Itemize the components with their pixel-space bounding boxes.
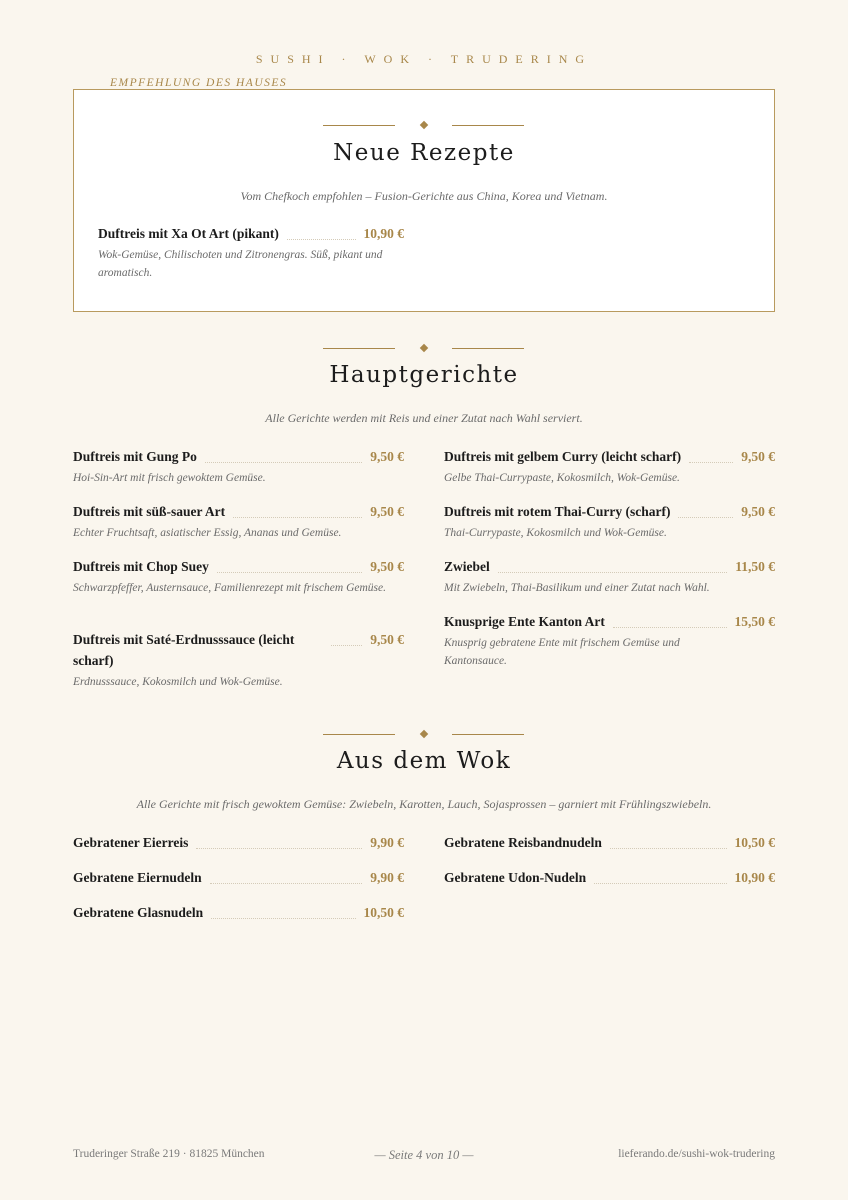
- item-name: Gebratene Reisbandnudeln: [444, 835, 602, 850]
- menu-item[interactable]: [73, 629, 404, 691]
- item-name: Knusprige Ente Kanton Art: [444, 614, 605, 629]
- menu-item[interactable]: [444, 446, 775, 487]
- leader-dots: [196, 832, 362, 849]
- item-description: Wok-Gemüse, Chilischoten und Zitronengras. Süß, pikant und aromatisch.: [98, 249, 383, 279]
- item-name: Duftreis mit Gung Po: [73, 449, 197, 464]
- item-description: Knusprig gebratene Ente mit frischem Gemüse und Kantonsauce.: [444, 637, 680, 667]
- item-description: Echter Fruchtsaft, asiatischer Essig, Ananas und Gemüse.: [73, 527, 342, 539]
- leader-dots: [613, 611, 727, 628]
- item-name: Gebratene Eiernudeln: [73, 870, 202, 885]
- item-price: 9,50 €: [370, 449, 404, 464]
- footer-url[interactable]: lieferando.de/sushi-wok-trudering: [618, 1148, 775, 1160]
- item-description: Schwarzpfeffer, Austernsauce, Familienrezept mit frischem Gemüse.: [73, 582, 387, 594]
- leader-dots: [205, 446, 362, 463]
- item-price: 10,50 €: [363, 905, 404, 920]
- item-name: Duftreis mit süß-sauer Art: [73, 504, 226, 519]
- item-description: Mit Zwiebeln, Thai-Basilikum und einer Zutat nach Wahl.: [444, 582, 710, 594]
- section-title-hauptgerichte: Hauptgerichte: [329, 362, 519, 388]
- menu-item[interactable]: [73, 446, 404, 487]
- leader-dots: [498, 556, 727, 573]
- menu-item[interactable]: [444, 501, 775, 542]
- item-name: Gebratene Udon-Nudeln: [444, 870, 587, 885]
- item-name: Gebratene Glasnudeln: [73, 905, 204, 920]
- featured-tag: EMPFEHLUNG DES HAUSES: [98, 77, 299, 89]
- menu-item[interactable]: [444, 556, 775, 597]
- item-name: Duftreis mit Saté-Erdnusssauce (leicht scharf): [73, 632, 295, 668]
- item-description: Thai-Currypaste, Kokosmilch und Wok-Gemüse.: [444, 527, 667, 539]
- item-price: 9,50 €: [741, 504, 775, 519]
- section-subtitle-wok: Alle Gerichte mit frisch gewoktem Gemüse: Zwiebeln, Karotten, Lauch, Sojasprossen – garniert mit Frühlingszwiebeln.: [136, 797, 712, 811]
- menu-item[interactable]: [98, 223, 404, 282]
- item-price: 9,90 €: [370, 835, 404, 850]
- leader-dots: [594, 867, 726, 884]
- item-price: 9,50 €: [370, 632, 404, 647]
- menu-item[interactable]: [444, 611, 775, 670]
- item-price: 9,90 €: [370, 870, 404, 885]
- item-name: Zwiebel: [444, 559, 490, 574]
- section-subtitle-hauptgerichte: Alle Gerichte werden mit Reis und einer Zutat nach Wahl serviert.: [265, 411, 583, 425]
- item-price: 10,50 €: [734, 835, 775, 850]
- leader-dots: [610, 832, 727, 849]
- item-name: Duftreis mit rotem Thai-Curry (scharf): [444, 504, 671, 519]
- item-price: 11,50 €: [735, 559, 775, 574]
- item-name: Gebratener Eierreis: [73, 835, 189, 850]
- leader-dots: [217, 556, 362, 573]
- leader-dots: [689, 446, 733, 463]
- restaurant-brand: SUSHI · WOK · TRUDERING: [255, 52, 593, 66]
- leader-dots: [233, 501, 362, 518]
- item-description: Erdnusssauce, Kokosmilch und Wok-Gemüse.: [73, 676, 283, 688]
- item-price: 9,50 €: [741, 449, 775, 464]
- leader-dots: [211, 902, 355, 919]
- item-price: 9,50 €: [370, 504, 404, 519]
- footer-address: Truderinger Straße 219 · 81825 München: [73, 1148, 265, 1160]
- item-price: 10,90 €: [734, 870, 775, 885]
- leader-dots: [678, 501, 733, 518]
- ornament-divider: [0, 121, 848, 131]
- menu-item[interactable]: [444, 867, 775, 888]
- leader-dots: [331, 629, 362, 646]
- ornament-divider: [0, 730, 848, 740]
- leader-dots: [210, 867, 363, 884]
- ornament-divider: [0, 344, 848, 354]
- item-price: 15,50 €: [734, 614, 775, 629]
- menu-item[interactable]: [73, 902, 404, 923]
- section-title-wok: Aus dem Wok: [336, 748, 512, 774]
- item-price: 10,90 €: [363, 226, 404, 241]
- featured-title: Neue Rezepte: [333, 140, 515, 166]
- menu-item[interactable]: [73, 832, 404, 853]
- page-number: — Seite 4 von 10 —: [374, 1148, 474, 1162]
- menu-item[interactable]: [444, 832, 775, 853]
- item-price: 9,50 €: [370, 559, 404, 574]
- leader-dots: [287, 223, 356, 240]
- item-description: Hoi-Sin-Art mit frisch gewoktem Gemüse.: [73, 472, 266, 484]
- item-name: Duftreis mit gelbem Curry (leicht scharf): [444, 449, 682, 464]
- item-name: Duftreis mit Chop Suey: [73, 559, 209, 574]
- menu-item[interactable]: [73, 867, 404, 888]
- item-name: Duftreis mit Xa Ot Art (pikant): [98, 226, 279, 241]
- menu-item[interactable]: [73, 501, 404, 542]
- menu-item[interactable]: [73, 556, 404, 597]
- item-description: Gelbe Thai-Currypaste, Kokosmilch, Wok-Gemüse.: [444, 472, 680, 484]
- featured-subtitle: Vom Chefkoch empfohlen – Fusion-Gerichte aus China, Korea und Vietnam.: [240, 189, 608, 203]
